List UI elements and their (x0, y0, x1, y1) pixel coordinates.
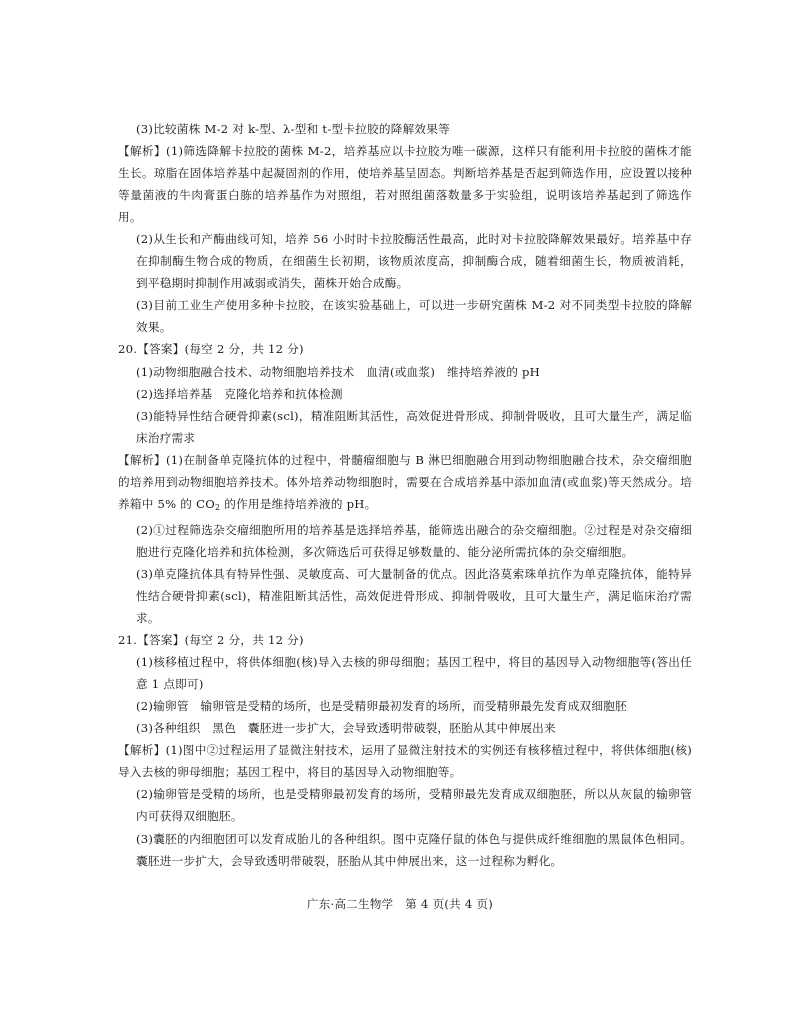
q20-answer-3: (3)能特异性结合硬骨抑素(scl)，精准阻断其活性，高效促进骨形成、抑制骨吸收，且可大量生产，满足临床治疗需求 (136, 408, 692, 445)
q20-answer-2: (2)选择培养基 克隆化培养和抗体检测 (136, 386, 343, 401)
q20-analysis-2: (2)①过程筛选杂交瘤细胞所用的培养基是选择培养基，能筛选出融合的杂交瘤细胞。②过程是对杂交瘤细胞进行克隆化培养和抗体检测，多次筛选后可获得足够数量的、能分泌所需抗体的杂交瘤细胞。 (136, 522, 692, 559)
q21-analysis-3: (3)囊胚的内细胞团可以发育成胎儿的各种组织。图中克隆仔鼠的体色与提供成纤维细胞的黑鼠体色相同。囊胚进一步扩大，会导致透明带破裂，胚胎从其中伸展出来，这一过程称为孵化。 (136, 831, 692, 868)
q19-analysis-2: (2)从生长和产酶曲线可知，培养 56 小时时卡拉胶酶活性最高，此时对卡拉胶降解效果最好。培养基中存在抑制酶生物合成的物质，在细菌生长初期，该物质浓度高，抑制酶合成，随着细菌生长，物质被消耗，到平稳期时抑制作用减弱或消失，菌株开始合成酶。 (136, 232, 692, 291)
q20-answer-1: (1)动物细胞融合技术、动物细胞培养技术 血清(或血浆) 维持培养液的 pH (136, 364, 541, 379)
q20-analysis-1-text: 【解析】(1)在制备单克隆抗体的过程中，骨髓瘤细胞与 B 淋巴细胞融合用到动物细胞融合技术，杂交瘤细胞的培养用到动物细胞培养技术。体外培养动物细胞时，需要在合成培养基中添加血清(或血浆)等天然成分。培养箱中 5% 的 CO (118, 452, 692, 511)
answer-content (118, 118, 692, 872)
q20-analysis-1 (118, 449, 692, 519)
q21-answer-1: (1)核移植过程中，将供体细胞(核)导入去核的卵母细胞；基因工程中，将目的基因导入动物细胞等(答出任意 1 点即可) (136, 655, 692, 692)
q21-analysis-2: (2)输卵管是受精的场所，也是受精卵最初发育的场所，受精卵最先发育成双细胞胚，所以从灰鼠的输卵管内可获得双细胞胚。 (136, 787, 692, 824)
q20-header: 20.【答案】(每空 2 分，共 12 分) (118, 342, 304, 357)
q21-header: 21.【答案】(每空 2 分，共 12 分) (118, 633, 304, 648)
q21-analysis-1: 【解析】(1)图中②过程运用了显微注射技术，运用了显微注射技术的实例还有核移植过程中，将供体细胞(核)导入去核的卵母细胞；基因工程中，将目的基因导入动物细胞等。 (118, 743, 692, 780)
q19-analysis-1: 【解析】(1)筛选降解卡拉胶的菌株 M-2，培养基应以卡拉胶为唯一碳源，这样只有能利用卡拉胶的菌株才能生长。琼脂在固体培养基中起凝固剂的作用，使培养基呈固态。判断培养基是否起到筛选作用，应设置以接种等量菌液的牛肉膏蛋白胨的培养基作为对照组，若对照组菌落数量多于实验组，说明该培养基起到了筛选作用。 (118, 144, 692, 225)
page-footer: 广东·高二生物学 第 4 页(共 4 页) (306, 897, 494, 911)
q19-answer-3: (3)比较菌株 M-2 对 k-型、λ-型和 t-型卡拉胶的降解效果等 (136, 122, 450, 136)
q21-answer-3: (3)各种组织 黑色 囊胚进一步扩大，会导致透明带破裂，胚胎从其中伸展出来 (136, 721, 556, 736)
q21-answer-2: (2)输卵管 输卵管是受精的场所，也是受精卵最初发育的场所，而受精卵最先发育成双细胞胚 (136, 699, 627, 714)
q20-analysis-1-tail: 的作用是维持培养液的 pH。 (220, 496, 377, 511)
co2-subscript: 2 (214, 502, 221, 512)
q19-analysis-3: (3)目前工业生产使用多种卡拉胶，在该实验基础上，可以进一步研究菌株 M-2 对不同类型卡拉胶的降解效果。 (136, 298, 692, 335)
q20-analysis-3: (3)单克隆抗体具有特异性强、灵敏度高、可大量制备的优点。因此洛莫索珠单抗作为单克隆抗体，能特异性结合硬骨抑素(scl)，精准阻断其活性，高效促进骨形成、抑制骨吸收，且可大量生产，满足临床治疗需求。 (136, 566, 692, 626)
